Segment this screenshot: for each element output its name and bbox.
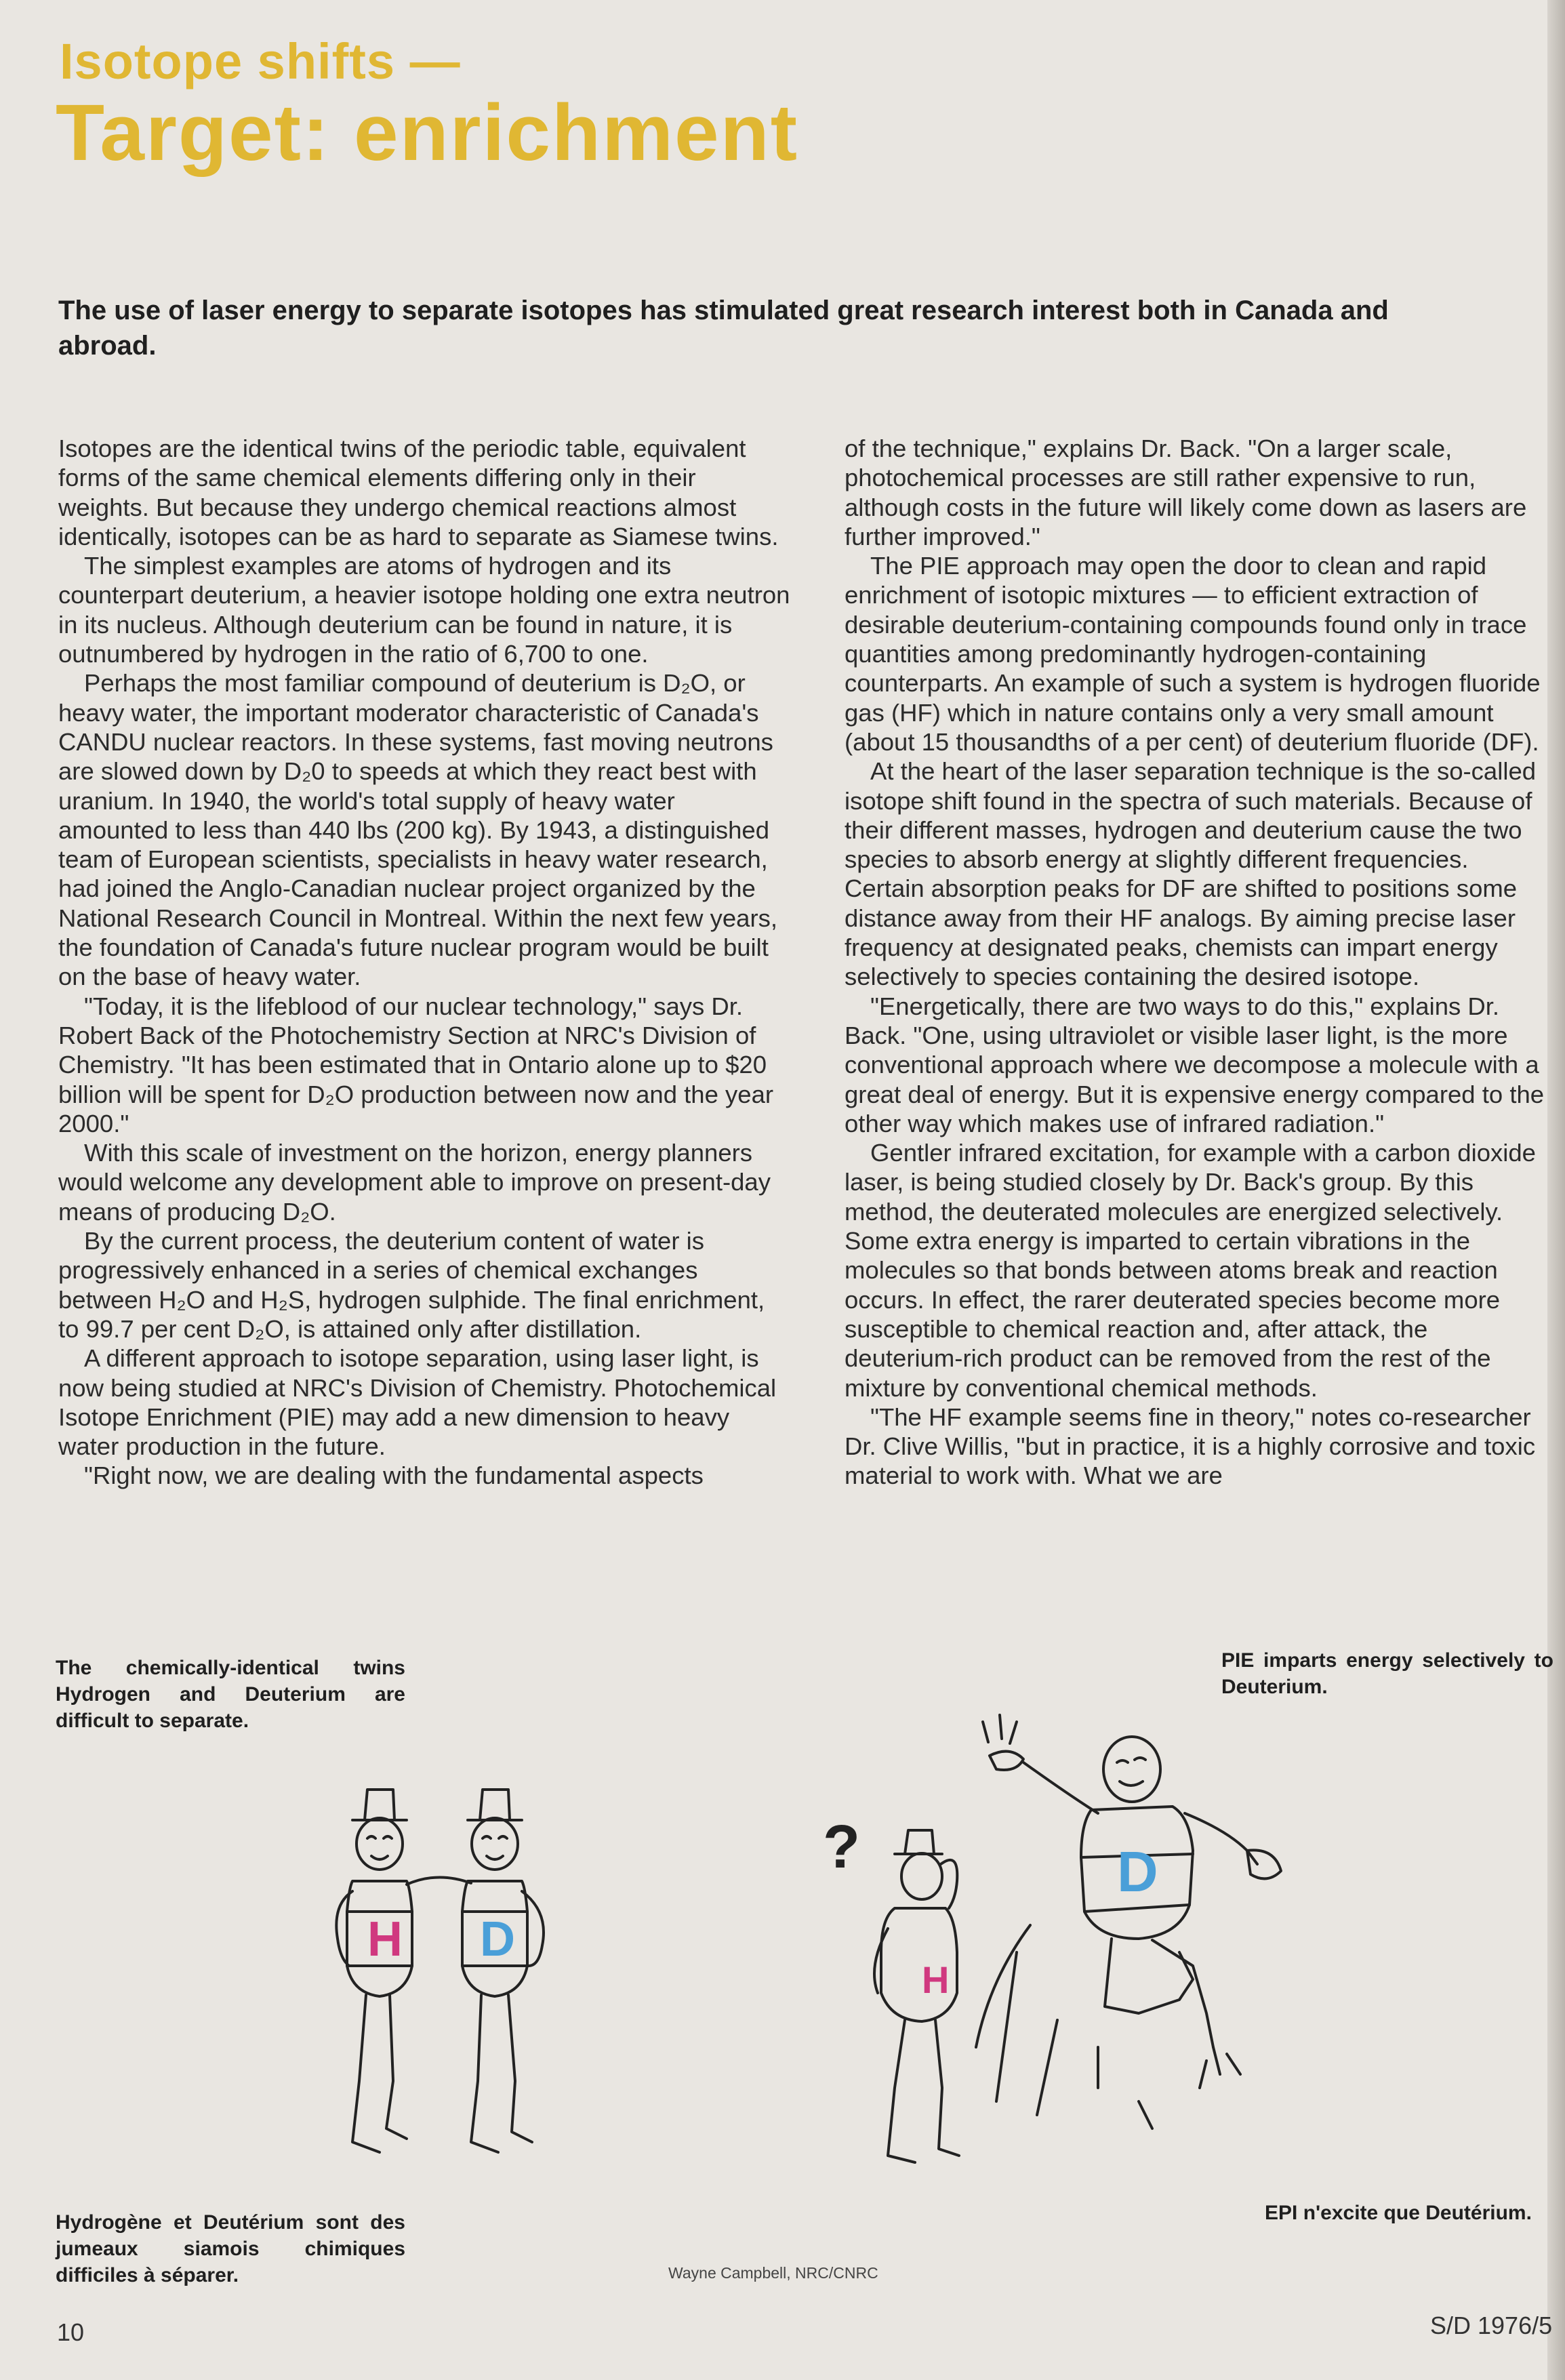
paragraph: "Today, it is the lifeblood of our nuclear technology," says Dr. Robert Back of the Photochemistry Section at NRC's Division of Chemistry. "It has been estimated that in Ontario alone up to $20 billion will be spent for D₂O production between now and the year 2000." bbox=[58, 992, 774, 1137]
paragraph: At the heart of the laser separation technique is the so-called isotope shift found in the spectra of such materials. Because of their different masses, hydrogen and deuterium cause the two species to absorb energy at slightly different frequencies. Certain absorption peaks for DF are shifted to positions some distance away from their HF analogs. By aiming precise laser frequency at designated peaks, chemists can impart energy selectively to species containing the desired isotope. bbox=[845, 757, 1537, 991]
paragraph: Perhaps the most familiar compound of deuterium is D₂O, or heavy water, the important moderator characteristic of Canada's CANDU nuclear reactors. In these systems, fast moving neutrons are slowed down by D₂0 to speeds at which they react best with uranium. In 1940, the world's total supply of heavy water amounted to less than 440 lbs (200 kg). By 1943, a distinguished team of European scientists, specialists in heavy water research, had joined the Anglo-Canadian nuclear project organized by the National Research Council in Montreal. Within the next few years, the foundation of Canada's future nuclear program would be built on the base of heavy water. bbox=[58, 669, 778, 991]
page-edge-shadow bbox=[1547, 0, 1565, 2380]
top-hat-icon bbox=[895, 1830, 942, 1854]
spark-icon bbox=[983, 1715, 1017, 1743]
article-deck: The use of laser energy to separate isotopes has stimulated great research interest both in Canada and abroad. bbox=[58, 296, 1389, 361]
caption-twins-en: The chemically-identical twins Hydrogen and Deuterium are difficult to separate. bbox=[56, 1657, 405, 1732]
illustration-credit: Wayne Campbell, NRC/CNRC bbox=[668, 2264, 878, 2282]
motion-lines bbox=[976, 1925, 1152, 2129]
pie-illustration bbox=[813, 1695, 1315, 2196]
caption-pie-fr: EPI n'excite que Deutérium. bbox=[1265, 2202, 1532, 2224]
paragraph: Gentler infrared excitation, for example with a carbon dioxide laser, is being studied closely by Dr. Back's group. By this method, the deuterated molecules are energized selectively. Some extra energy is imparted to certain vibrations in the molecules so that bonds between atoms break and reaction occurs. In effect, the rarer deuterated species become more susceptible to chemical reaction and, after attack, the deuterium-rich product can be removed from the rest of the mixture by conventional chemical methods. bbox=[845, 1139, 1536, 1402]
article-headline: Target: enrichment bbox=[56, 88, 798, 178]
text-column-left bbox=[58, 434, 790, 1491]
letter-h: H bbox=[367, 1912, 403, 1966]
paragraph: The simplest examples are atoms of hydrogen and its counterpart deuterium, a heavier isotope holding one extra neutron in its nucleus. Although deuterium can be found in nature, it is outnumbered by hydrogen in the ratio of 6,700 to one. bbox=[58, 552, 790, 668]
letter-d: D bbox=[480, 1912, 515, 1966]
paragraph: By the current process, the deuterium content of water is progressively enhanced in a series of chemical exchanges between H₂O and H₂S, hydrogen sulphide. The final enrichment, to 99.7 per cent D₂O, is attained only after distillation. bbox=[58, 1227, 765, 1343]
question-mark: ? bbox=[823, 1813, 860, 1881]
paragraph: "Right now, we are dealing with the fundamental aspects bbox=[84, 1461, 704, 1490]
paragraph: The PIE approach may open the door to clean and rapid enrichment of isotopic mixtures — to efficient extraction of desirable deuterium-containing compounds found only in trace quantities among predominantly hydrogen-containing counterparts. An example of such a system is hydrogen fluoride gas (HF) which in nature contains only a very small amount (about 15 thousandths of a per cent) of deuterium fluoride (DF). bbox=[845, 552, 1541, 756]
page-number: 10 bbox=[57, 2318, 85, 2346]
top-hat-icon bbox=[352, 1790, 407, 1820]
letter-d: D bbox=[1117, 1840, 1158, 1903]
paragraph: A different approach to isotope separation, using laser light, is now being studied at NRC's Division of Chemistry. Photochemical Isotope Enrichment (PIE) may add a new dimension to heavy water production in the future. bbox=[58, 1344, 777, 1461]
text-column-right bbox=[845, 434, 1549, 1491]
paragraph: Isotopes are the identical twins of the periodic table, equivalent forms of the same chemical elements differing only in their weights. But because they undergo chemical reactions almost identically, isotopes can be as hard to separate as Siamese twins. bbox=[58, 435, 779, 550]
paragraph: With this scale of investment on the horizon, energy planners would welcome any development able to improve on present-day means of producing D₂O. bbox=[58, 1139, 771, 1226]
paragraph: "Energetically, there are two ways to do this," explains Dr. Back. "One, using ultraviolet or visible laser light, is the more conventional approach where we decompose a molecule with a great deal of energy. But it is expensive energy compared to the other way which makes use of infrared radiation." bbox=[845, 992, 1545, 1137]
top-hat-icon bbox=[468, 1790, 522, 1820]
twins-illustration bbox=[312, 1762, 596, 2183]
issue-folio: S/D 1976/5 bbox=[1430, 2312, 1553, 2339]
letter-h: H bbox=[922, 1958, 950, 2001]
paragraph: "The HF example seems fine in theory," notes co-researcher Dr. Clive Willis, "but in practice, it is a highly corrosive and toxic material to work with. What we are bbox=[845, 1403, 1536, 1490]
caption-twins-fr: Hydrogène et Deutérium sont des jumeaux siamois chimiques difficiles à séparer. bbox=[56, 2211, 405, 2286]
paragraph: of the technique," explains Dr. Back. "On a larger scale, photochemical processes are still rather expensive to run, although costs in the future will likely come down as lasers are further improved." bbox=[845, 435, 1527, 550]
article-kicker: Isotope shifts — bbox=[60, 33, 461, 89]
caption-pie-en: PIE imparts energy selectively to Deuterium. bbox=[1221, 1649, 1553, 1698]
